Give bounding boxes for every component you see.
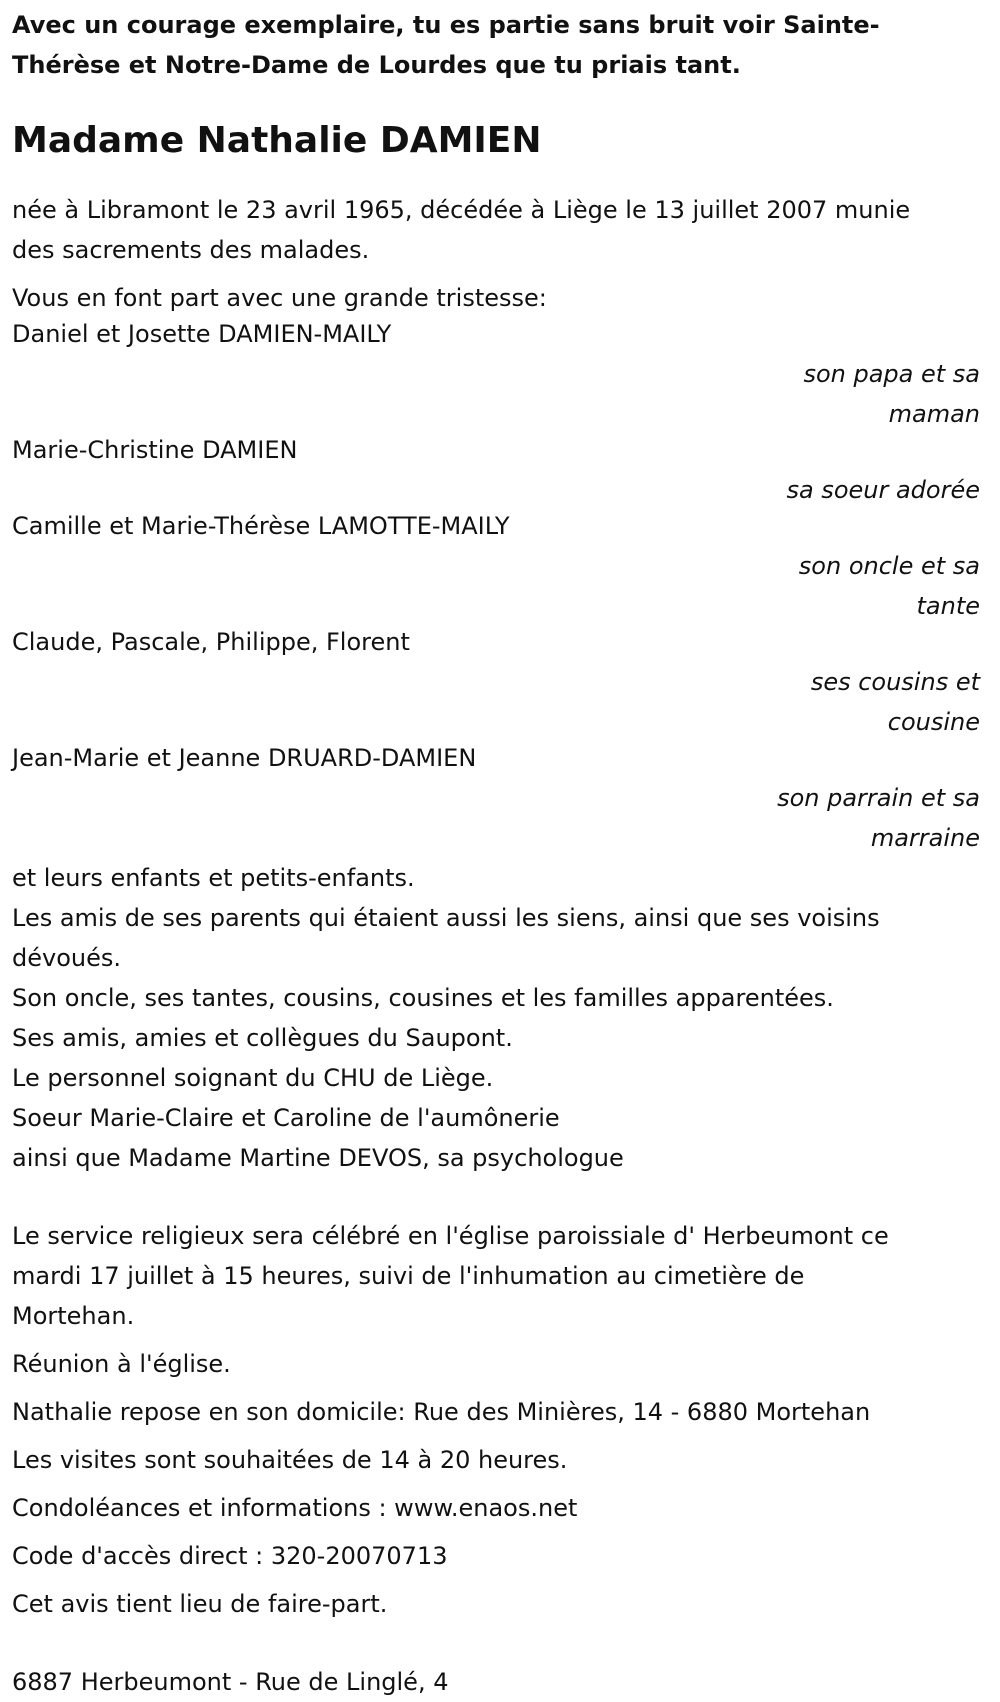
relation-line: maman xyxy=(888,400,980,428)
relation-line: ses cousins et xyxy=(810,668,980,696)
family-relation xyxy=(12,662,988,742)
family-entry xyxy=(12,430,988,510)
family-entry xyxy=(12,314,988,434)
relation-line: son papa et sa xyxy=(803,360,980,388)
relation-line: marraine xyxy=(870,824,980,852)
family-name: Claude, Pascale, Philippe, Florent xyxy=(12,628,410,656)
text-line: Ses amis, amies et collègues du Saupont. xyxy=(12,1024,513,1052)
relation-line: son parrain et sa xyxy=(777,784,980,812)
relation-line: tante xyxy=(916,592,980,620)
family-name: Jean-Marie et Jeanne DRUARD-DAMIEN xyxy=(12,744,477,772)
text-line: et leurs enfants et petits-enfants. xyxy=(12,864,415,892)
page-title: Madame Nathalie DAMIEN xyxy=(12,120,542,161)
text-line: Les visites sont souhaitées de 14 à 20 heures. xyxy=(12,1446,568,1474)
details xyxy=(12,1344,988,1624)
family-relation xyxy=(12,354,988,434)
relation-line: son oncle et sa xyxy=(798,552,980,580)
text-line: née à Libramont le 23 avril 1965, décédée à Liège le 13 juillet 2007 munie xyxy=(12,196,911,224)
text-line: Son oncle, ses tantes, cousins, cousines et les familles apparentées. xyxy=(12,984,834,1012)
family-relation xyxy=(12,470,988,510)
text-line: Les amis de ses parents qui étaient aussi les siens, ainsi que ses voisins xyxy=(12,904,880,932)
announcement: Vous en font part avec une grande tristesse: xyxy=(12,284,547,312)
service-info xyxy=(12,1216,988,1336)
access-code: Code d'accès direct : 320-20070713 xyxy=(12,1542,448,1570)
relation-line: sa soeur adorée xyxy=(786,476,980,504)
family-entry xyxy=(12,506,988,626)
text-line: Nathalie repose en son domicile: Rue des Minières, 14 - 6880 Mortehan xyxy=(12,1398,871,1426)
text-line: des sacrements des malades. xyxy=(12,236,370,264)
text-line: mardi 17 juillet à 15 heures, suivi de l'inhumation au cimetière de xyxy=(12,1262,805,1290)
family-relation xyxy=(12,778,988,858)
others-list xyxy=(12,858,988,1178)
text-line: ainsi que Madame Martine DEVOS, sa psychologue xyxy=(12,1144,624,1172)
family-list xyxy=(12,314,988,858)
family-name: Camille et Marie-Thérèse LAMOTTE-MAILY xyxy=(12,512,510,540)
text-line: Le personnel soignant du CHU de Liège. xyxy=(12,1064,494,1092)
birth-death-info xyxy=(12,190,988,270)
relation-line: cousine xyxy=(887,708,980,736)
intro-line: Avec un courage exemplaire, tu es partie sans bruit voir Sainte- xyxy=(12,11,880,39)
text-line: Mortehan. xyxy=(12,1302,135,1330)
text-line: Soeur Marie-Claire et Caroline de l'aumônerie xyxy=(12,1104,560,1132)
text-line: Cet avis tient lieu de faire-part. xyxy=(12,1590,388,1618)
text-line: Le service religieux sera célébré en l'église paroissiale d' Herbeumont ce xyxy=(12,1222,889,1250)
text-line: Réunion à l'église. xyxy=(12,1350,231,1378)
family-name: Marie-Christine DAMIEN xyxy=(12,436,298,464)
intro-line: Thérèse et Notre-Dame de Lourdes que tu priais tant. xyxy=(12,51,741,79)
family-entry xyxy=(12,738,988,858)
address: 6887 Herbeumont - Rue de Linglé, 4 xyxy=(12,1668,449,1696)
family-name: Daniel et Josette DAMIEN-MAILY xyxy=(12,320,392,348)
intro-quote xyxy=(12,6,988,86)
family-entry xyxy=(12,622,988,742)
family-relation xyxy=(12,546,988,626)
condolences-link[interactable]: Condoléances et informations : www.enaos.net xyxy=(12,1494,578,1522)
text-line: dévoués. xyxy=(12,944,121,972)
